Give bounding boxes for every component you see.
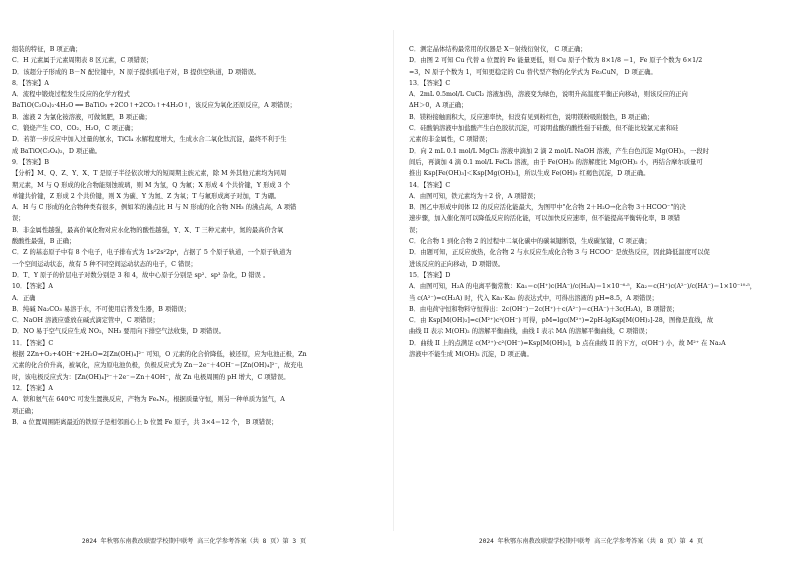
text-line: A．H 与 C 形成的化合物种类有很多，例如苯的沸点比 H 与 N 形成的化合物 NH₃ 的沸点高，A 项错 [12, 204, 297, 212]
text-line: C．化合物 1 到化合物 2 的过程中二氧化碳中的碳氧键断裂，生成碳氢键，C 项正确； [409, 238, 651, 246]
text-line: C．由 Ksp[M(OH)₂]=c(M²⁺)c²(OH⁻) 可得，pM=lgc(M²⁺)=2pH-lgKsp[M(OH)₂]-28，图像是直线，故 [409, 317, 714, 325]
text-line: ΔH＞0，A 项正确； [409, 102, 468, 110]
text-line: 10．【答案】A [12, 283, 53, 291]
text-line: A．正确 [12, 294, 36, 302]
page-divider [393, 30, 394, 531]
text-line: A．铁和氨气在 640℃ 可发生置换反应，产物为 FeₓNᵧ，根据质量守恒，则另一种单质为氢气，A [12, 396, 285, 404]
text-line: 【分析】M、Q、Z、Y、X、T 是原子半径依次增大的短周期主族元素，除 M 外其他元素均为同周 [12, 170, 287, 178]
text-line: 误； [12, 215, 25, 223]
text-line: BaTiO(C₂O₄)₂·4H₂O ══ BaTiO₃ +2CO↑+2CO₂↑+4H₂O↑，该反应为氧化还原反应，A 项错误； [12, 102, 296, 110]
right-page-text [409, 44, 775, 525]
text-line: B．纯碱 Na₂CO₃ 易溶于水，不可使用启普发生器，B 项错误； [12, 305, 191, 313]
text-line: 误； [409, 226, 422, 234]
left-page-footer: 2024 年秋鄂东南教改联盟学校期中联考 高三化学参考答案（共 8 页）第 3 页 [81, 538, 307, 545]
text-line: A．流程中锻烧过程发生反应的化学方程式 [12, 91, 130, 99]
text-line: 成 BaTiO(C₂O₄)₂，D 项正确。 [12, 147, 102, 155]
text-line: 间后，再滴加 4 滴 0.1 mol/L FeCl₃ 溶液，由于 Fe(OH)₃ 的溶解度比 Mg(OH)₂ 小，再结合摩尔质量可 [409, 158, 703, 166]
text-line: 期元素，M 与 Q 形成的化合物能刻蚀玻璃，则 M 为氢，Q 为氟；X 形成 4 个共价键，Y 形成 3 个 [12, 181, 290, 189]
text-line: A．由图可知，铁元素均为＋2 价，A 项错误； [409, 192, 540, 200]
text-line: 一个空间运动状态，故有 5 种不同空间运动状态的电子，C 错误； [12, 260, 197, 268]
text-line: 组装的特征，B 项正确； [12, 46, 82, 53]
text-line: D．向 2 mL 0.1 mol/L MgCl₂ 溶液中滴加 2 滴 2 mol/L NaOH 溶液，产生白色沉淀 Mg(OH)₂，一段时 [409, 147, 709, 155]
text-line: C．NaOH 溶液应盛放在碱式滴定管中，C 项错误； [12, 317, 159, 325]
text-line: 元素的非金属性，C 项错误； [409, 136, 492, 144]
left-page-text [12, 44, 378, 525]
text-line: 13．【答案】C [409, 79, 451, 87]
text-line: B．滤液 2 为氯化铵溶液，可做氮肥，B 项正确； [12, 113, 151, 121]
text-line: 进该反应的正向移动，D 项错误。 [409, 260, 505, 268]
text-line: B．a 位置周围距离最近的铁原子是相邻面心上 b 位置 Fe 原子，共 3×4＝12 个， B 项错误； [12, 418, 278, 426]
text-line: 11．【答案】C [12, 339, 54, 347]
text-line: C．硅酸钠溶液中加盐酸产生白色胶状沉淀，可说明盐酸的酸性强于硅酸，但不能比较氯元素和硅 [409, 125, 679, 133]
text-line: B．镁粉接触面积大，反应速率快，但没有见到粉红色，说明镁粉吸附脱色，B 项正确； [409, 113, 654, 121]
text-line: C．H 元素属于元素周期表 8 区元素，C 项错误； [12, 57, 153, 65]
right-page [397, 0, 785, 561]
text-line: A．2mL 0.5mol/L CuCl₂ 溶液加热，溶液变为绿色，说明升高温度平衡正向移动，则该反应的正向 [409, 91, 688, 99]
text-line: D．曲线 II 上的点满足 c(M²⁺)·c²(OH⁻)=Ksp[M(OH)₂]，b 点在曲线 II 的下方，c(OH⁻) 小，故 M²⁺ 在 Na₂A [409, 339, 726, 347]
text-line: D．T、Y 原子的价层电子对数分别是 3 和 4，故中心原子分别是 sp²、sp³ 杂化，D 错误 。 [12, 271, 270, 279]
left-page [0, 0, 388, 561]
text-line: =3，N 原子个数为 1，可知更稳定的 Cu 替代型产物的化学式为 Fe₃CuN， D 项正确。 [409, 68, 657, 76]
text-line: 12．【答案】A [12, 384, 53, 392]
text-line: A．由图可知，H₂A 的电离平衡常数：Ka₁＝c(H⁺)c(HA⁻)/c(H₂A)＝1×10⁻⁶·⁵，Ka₂＝c(H⁺)c(A²⁻)/c(HA⁻)＝1×10⁻¹⁰·⁵， [409, 283, 757, 291]
text-line: 曲线 II 表示 M(OH)₂ 的溶解平衡曲线，曲线 I 表示 MA 的溶解平衡曲线，C 项错误； [409, 328, 652, 336]
text-line: 溶液中不能生成 M(OH)₂ 沉淀，D 项正确。 [409, 351, 533, 359]
text-line: 推出 Ksp[Fe(OH)₃]＜Ksp[Mg(OH)₂]，所以生成 Fe(OH)₃ 红褐色沉淀，D 项正确。 [409, 170, 650, 178]
text-line: 速步骤，加入催化剂可以降低反应的活化能，可以加快反应速率，但不能提高平衡转化率，B 项错 [409, 215, 681, 223]
right-page-footer: 2024 年秋鄂东南教改联盟学校期中联考 高三化学参考答案（共 8 页）第 4 页 [478, 538, 704, 545]
text-line: D．NO 易于空气反应生成 NO₂，NH₃ 要用向下排空气法收集，D 项错误。 [12, 328, 225, 336]
text-line: B．由电荷守恒和物料守恒得出：2c(OH⁻)－2c(H⁺)＋c(A²⁻)＝c(HA⁻)＋3c(H₂A)，B 项错误； [409, 305, 679, 313]
text-line: C．Z 的基态原子中有 8 个电子，电子排布式为 1s²2s²2p⁴，占据了 5 个原子轨道，一个原子轨道为 [12, 249, 292, 257]
text-line: C．测定晶体结构最常用的仪器是 X－射线衍射仪， C 项正确； [409, 46, 587, 53]
text-line: D．该超分子形成的 B－N 配位键中，N 原子提供孤电子对，B 提供空轨道，D 项错误。 [12, 68, 261, 76]
text-line: 8．【答案】A [12, 79, 49, 87]
text-line: 元素的化合价升高，被氧化，应为原电池负极，负极反应式为 Zn－2e⁻＋4OH⁻＝[Zn(OH)₄]²⁻，故充电 [12, 362, 303, 370]
text-line: 根据 2Zn+O₂+4OH⁻+2H₂O=2[Zn(OH)₄]²⁻ 可知，O 元素的化合价降低，被还原，应为电池正极，Zn [12, 351, 307, 359]
text-line: 15．【答案】D [409, 271, 451, 279]
text-line: 时，该电极反应式为：[Zn(OH)₄]²⁻＋2e⁻＝Zn＋4OH⁻，故 Zn 电极周围的 pH 增大，C 项错误。 [12, 373, 290, 381]
text-line: 14．【答案】C [409, 181, 451, 189]
text-line: 酸酸性最强，B 正确； [12, 238, 76, 246]
text-line: D．若第一步反应中加入过量的氨水，TiCl₄ 水解程度增大，生成水合二氧化钛沉淀，最终不利于生 [12, 136, 287, 144]
text-line: C．锻烧产生 CO、CO₂、H₂O，C 项正确； [12, 125, 137, 133]
text-line: B．非金属性越强，最高价氧化物对应水化物的酸性越强，Y、X、T 三种元素中，氮的最高价含氧 [12, 226, 284, 234]
text-line: 当 c(A²⁻)=c(H₂A) 时，代入 Ka₁·Ka₂ 的表达式中，可得出溶液的 pH=8.5，A 项错误； [409, 294, 658, 302]
text-line: 9．【答案】B [12, 158, 49, 166]
text-line: D．由图 2 可知 Cu 代替 a 位置的 Fe 能量更低，则 Cu 原子个数为 8×1/8 ＝1，Fe 原子个数为 6×1/2 [409, 57, 703, 65]
text-line: 单键共价键，Z 形成 2 个共价键，则 X 为碳、Y 为氮、Z 为氧；T 与氟形成离子对加，T 为硼。 [12, 192, 281, 200]
text-line: D．由题可知，正反应放热，化合物 2 与水反应生成化合物 3 与 HCOO⁻ 是放热反应，因此降低温度可以促 [409, 249, 710, 257]
text-line: B．图乙中形成中间体 I2 的反应活化能最大，为图甲中"化合物 2＋H₂O→化合物 3＋HCOO⁻"的决 [409, 204, 686, 212]
text-line: 项正确； [12, 407, 38, 415]
